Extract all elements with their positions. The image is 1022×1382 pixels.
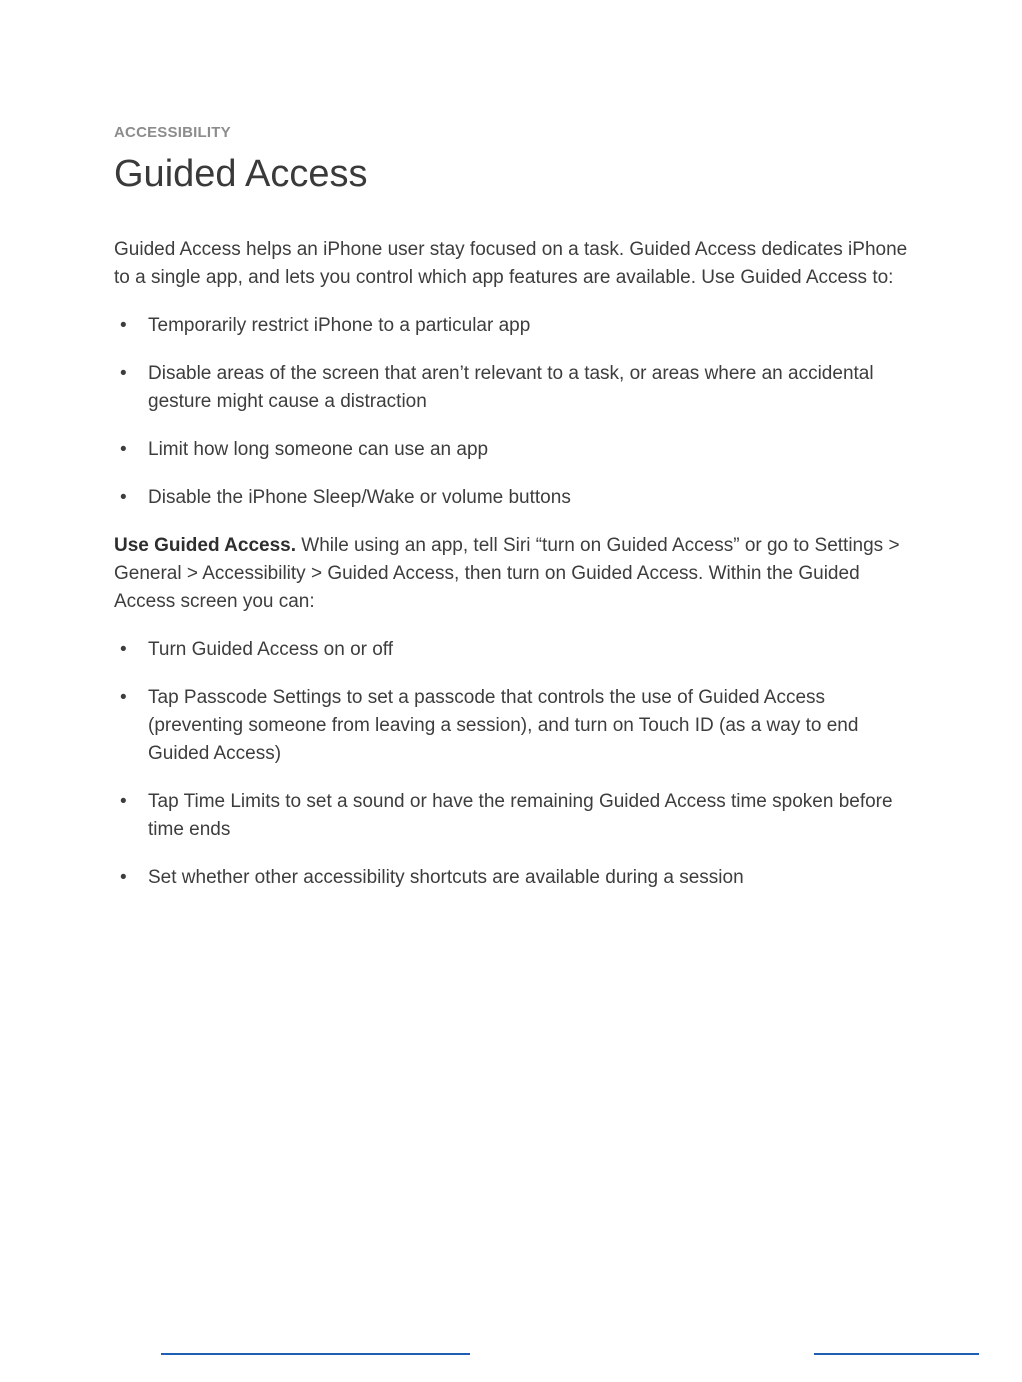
footer-link-underline-left[interactable] (161, 1353, 470, 1355)
bullet-icon: • (120, 639, 127, 660)
footer-link-underline-right[interactable] (814, 1353, 979, 1355)
list-item-text: Turn Guided Access on or off (148, 639, 394, 660)
bullet-icon: • (120, 439, 127, 460)
uses-list (114, 312, 914, 512)
page-title: Guided Access (114, 153, 368, 195)
list-item-text: Disable areas of the screen that aren’t relevant to a task, or areas where an accidental gesture might cause a distraction (148, 363, 874, 412)
intro-paragraph: Guided Access helps an iPhone user stay focused on a task. Guided Access dedicates iPhone to a single app, and lets you control which app features are available. Use Guided Access to: (114, 239, 908, 288)
list-item (114, 484, 914, 512)
document-page (114, 122, 914, 892)
list-item-text: Set whether other accessibility shortcuts are available during a session (148, 867, 744, 888)
list-item-text: Tap Time Limits to set a sound or have the remaining Guided Access time spoken before time ends (148, 791, 893, 840)
use-guided-access-text: While using an app, tell Siri “turn on Guided Access” or go to Settings > General > Accessibility > Guided Access, then turn on Guided Access. Within the Guided Access screen you can: (114, 535, 900, 612)
bullet-icon: • (120, 867, 127, 888)
use-guided-access-heading: Use Guided Access. (114, 535, 296, 556)
list-item (114, 360, 914, 416)
list-item (114, 312, 914, 340)
list-item (114, 684, 914, 768)
bullet-icon: • (120, 791, 127, 812)
list-item (114, 636, 914, 664)
options-list (114, 636, 914, 892)
bullet-icon: • (120, 315, 127, 336)
list-item-text: Temporarily restrict iPhone to a particular app (148, 315, 531, 336)
list-item (114, 864, 914, 892)
section-label: ACCESSIBILITY (114, 124, 231, 141)
bullet-icon: • (120, 487, 127, 508)
list-item (114, 436, 914, 464)
bullet-icon: • (120, 363, 127, 384)
list-item-text: Limit how long someone can use an app (148, 439, 489, 460)
bullet-icon: • (120, 687, 127, 708)
list-item-text: Tap Passcode Settings to set a passcode that controls the use of Guided Access (preventing someone from leaving a session), and turn on Touch ID (as a way to end Guided Access) (148, 687, 859, 764)
use-guided-access-paragraph (114, 532, 914, 616)
list-item-text: Disable the iPhone Sleep/Wake or volume buttons (148, 487, 571, 508)
list-item (114, 788, 914, 844)
